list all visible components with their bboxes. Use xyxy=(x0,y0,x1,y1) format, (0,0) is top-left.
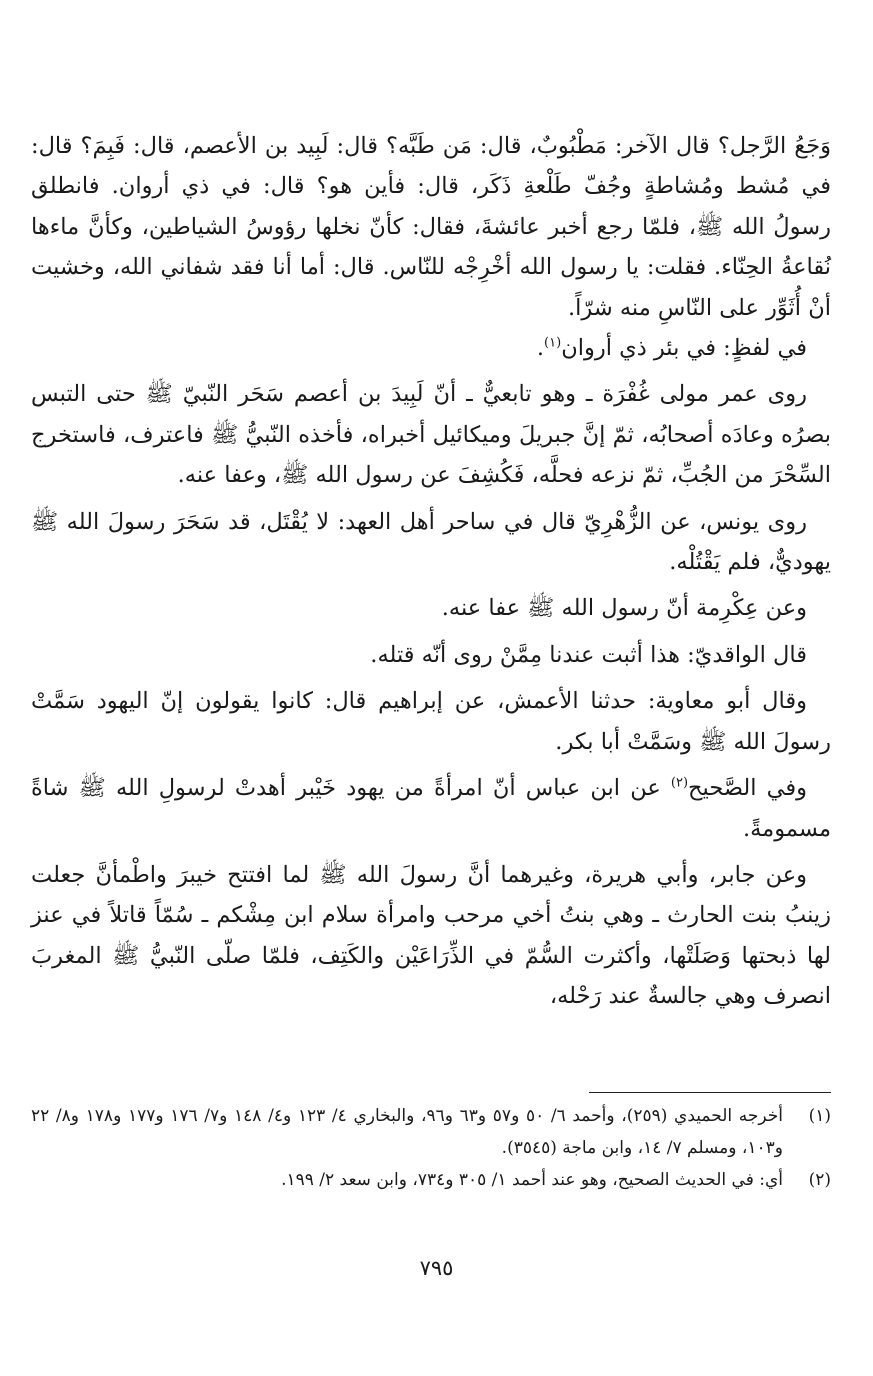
paragraph-yunus-narration: روى يونس، عن الزُّهْرِيّ قال في ساحر أهل العهد: لا يُقْتَل، قد سَحَرَ رسولَ الله ﷺ يهوديٌّ، فلم يَقْتُلْه. xyxy=(31,508,831,576)
page-number: ٧٩٥ xyxy=(419,1256,454,1280)
paragraph-umar-narration: روى عمر مولى غُفْرَة ـ وهو تابعيٌّ ـ أنّ لَبِيدَ بن أعصم سَحَر النّبيّ ﷺ حتى التبس بصرُه وعادَه أصحابُه، ثمّ إنَّ جبريلَ وميكائيل أخبراه، فأخذه النّبيُّ ﷺ فاعترف، فاستخرج السِّحْرَ من الجُبِّ، ثمّ نزعه فحلَّه، فَكُشِفَ عن رسول الله ﷺ، وعفا عنه. xyxy=(31,381,831,489)
footnote-ref-2[interactable]: (٢) xyxy=(670,775,689,791)
sahih-lead: وفي الصَّحيح xyxy=(688,775,807,802)
footnotes xyxy=(31,1100,831,1196)
paragraph-abu-muawiya: وقال أبو معاوية: حدثنا الأعمش، عن إبراهيم قال: كانوا يقولون إنّ اليهود سَمَّتْ رسولَ الله ﷺ وسَمَّتْ أبا بكر. xyxy=(31,688,831,755)
paragraph-variant-wording xyxy=(31,328,831,368)
footnote-text: أي: في الحديث الصحيح، وهو عند أحمد ١/ ٣٠٥ و٧٣٤، وابن سعد ٢/ ١٩٩. xyxy=(281,1170,783,1190)
footnote-number: (١) xyxy=(808,1106,831,1126)
paragraph-text: عن ابن عباس أنّ امرأةً من يهود خَيْبر أهدتْ لرسولِ الله ﷺ شاةً مسمومةً. xyxy=(31,775,831,842)
paragraph-continuation: وَجَعُ الرَّجل؟ قال الآخر: مَطْبُوبٌ، قال: مَن طَبَّه؟ قال: لَبِيد بن الأعصم، قال: فَبِمَ؟ قال: في مُشط ومُشاطةٍ وجُفّ طَلْعةِ ذَكَر، قال: فأين هو؟ قال: في ذي أروان. فانطلق رسولُ الله ﷺ، فلمّا رجع أخبر عائشةَ، فقال: كأنّ نخلها رؤوسُ الشياطين، وكأنَّ ماءها نُقاعةُ الحِنّاء. فقلت: يا رسول الله أخْرِجْه للنّاس. قال: أما أنا فقد شفاني الله، وخشيت أنْ أُثَوِّر على النّاسِ منه شرّاً. xyxy=(31,133,831,321)
footnote-text: أخرجه الحميدي (٢٥٩)، وأحمد ٦/ ٥٠ و٥٧ و٦٣ و٩٦، والبخاري ٤/ ١٢٣ و٤/ ١٤٨ و٧/ ١٧٦ و١٧٧ و١٧٨ و٨/ ٢٢ و١٠٣، ومسلم ٧/ ١٤، وابن ماجة (٣٥٤٥). xyxy=(31,1106,784,1158)
main-text xyxy=(31,126,831,1017)
footnote-2 xyxy=(31,1164,831,1196)
footnote-ref-1[interactable]: (١) xyxy=(544,335,562,351)
footnote-number: (٢) xyxy=(808,1170,831,1190)
paragraph-jabir: وعن جابر، وأبي هريرة، وغيرهما أنَّ رسولَ الله ﷺ لما افتتح خيبرَ واطْمأنَّ جعلت زينبُ بنت الحارث ـ وهي بنتُ أخي مرحب وامرأة سلام ابن مِشْكم ـ سُمّاً قاتلاً في عنز لها ذبحتها وَصَلَتْها، وأكثرت السُّمّ في الذِّرَاعَيْن والكَتِف، فلمّا صلّى النّبيُّ ﷺ المغربَ انصرف وهي جالسةٌ عند رَحْله، xyxy=(31,861,831,1010)
paragraph-sahih xyxy=(31,768,831,849)
footnote-divider xyxy=(589,1092,831,1093)
paragraph-text: في لفظٍ: في بئر ذي أروان xyxy=(561,335,807,362)
period: . xyxy=(536,335,545,362)
footnote-1 xyxy=(31,1100,831,1164)
paragraph-ikrima: وعن عِكْرِمة أنّ رسول الله ﷺ عفا عنه. xyxy=(441,595,807,622)
paragraph-waqidi: قال الواقديّ: هذا أثبت عندنا مِمَّنْ روى أنّه قتله. xyxy=(370,641,807,668)
